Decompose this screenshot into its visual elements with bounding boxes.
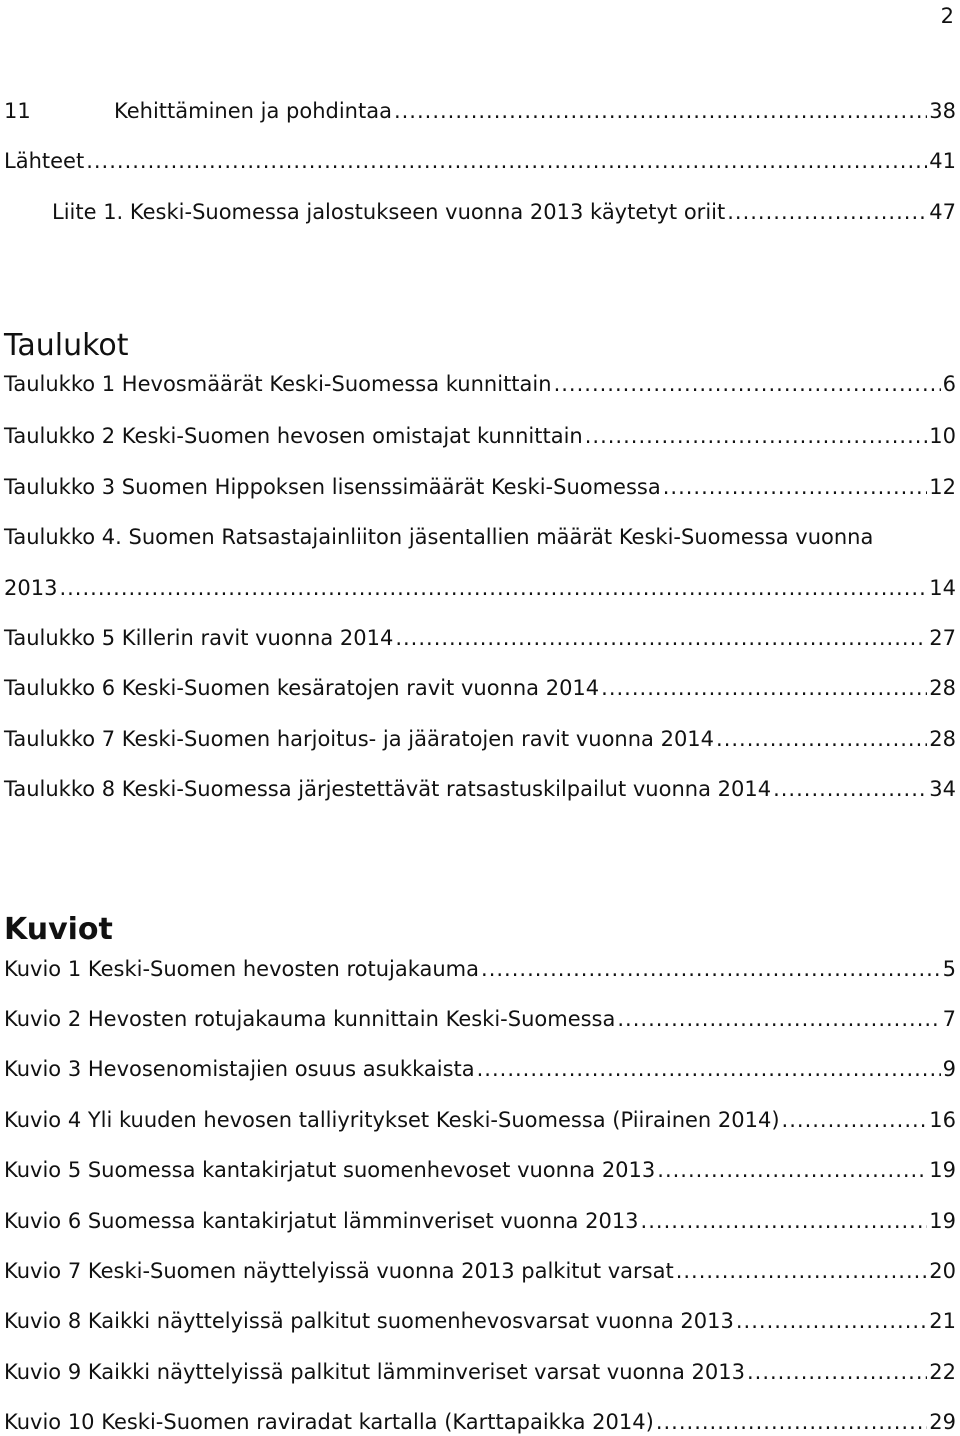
- dot-leader: [736, 1307, 927, 1335]
- dot-leader: [59, 574, 927, 602]
- toc-entry-title: Taulukko 1 Hevosmäärät Keski-Suomessa kunnittain: [4, 372, 552, 396]
- dot-leader: [617, 1005, 940, 1033]
- toc-entry-page: 38: [929, 99, 956, 123]
- dot-leader: [477, 1055, 941, 1083]
- toc-entry-title: Kuvio 8 Kaikki näyttelyissä palkitut suomenhevosvarsat vuonna 2013: [4, 1309, 734, 1333]
- toc-entry-page: 16: [929, 1108, 956, 1132]
- toc-entry-kuvio-1[interactable]: [4, 955, 956, 983]
- toc-entry-kuvio-4[interactable]: [4, 1106, 956, 1134]
- dot-leader: [394, 97, 927, 125]
- toc-entry-page: 27: [929, 626, 956, 650]
- toc-entry-taulukko-8[interactable]: [4, 775, 956, 803]
- dot-leader: [481, 955, 941, 983]
- toc-entry-kuvio-3[interactable]: [4, 1055, 956, 1083]
- toc-entry-title: 2013: [4, 576, 58, 600]
- toc-entry-page: 21: [929, 1309, 956, 1333]
- toc-entry-lahteet[interactable]: [4, 147, 956, 175]
- toc-entry-taulukko-3[interactable]: [4, 473, 956, 501]
- toc-entry-taulukko-7[interactable]: [4, 725, 956, 753]
- toc-entry-title: Taulukko 3 Suomen Hippoksen lisenssimäärät Keski-Suomessa: [4, 475, 661, 499]
- toc-entry-kuvio-10[interactable]: [4, 1408, 956, 1436]
- toc-entry-title: Kuvio 5 Suomessa kantakirjatut suomenhevoset vuonna 2013: [4, 1158, 656, 1182]
- toc-entry-text: [4, 97, 392, 125]
- toc-entry-taulukko-2[interactable]: [4, 422, 956, 450]
- toc-entry-title: Taulukko 7 Keski-Suomen harjoitus- ja jääratojen ravit vuonna 2014: [4, 727, 715, 751]
- dot-leader: [585, 422, 928, 450]
- toc-entry-page: 41: [929, 149, 956, 173]
- toc-entry-taulukko-5[interactable]: [4, 624, 956, 652]
- toc-entry-taulukko-4-line-2[interactable]: [4, 574, 956, 602]
- toc-entry-title: Kuvio 10 Keski-Suomen raviradat kartalla (Karttapaikka 2014): [4, 1410, 654, 1434]
- toc-entry-liite-1[interactable]: [52, 198, 956, 226]
- toc-entry-title: Kehittäminen ja pohdintaa: [114, 99, 392, 123]
- toc-entry-taulukko-1[interactable]: [4, 370, 956, 398]
- dot-leader: [663, 473, 928, 501]
- dot-leader: [747, 1358, 927, 1386]
- toc-entry-title: Kuvio 9 Kaikki näyttelyissä palkitut lämminveriset varsat vuonna 2013: [4, 1360, 745, 1384]
- toc-entry-page: 14: [929, 576, 956, 600]
- section-heading-kuviot: Kuviot: [4, 912, 113, 947]
- toc-entry-page: 34: [929, 777, 956, 801]
- dot-leader: [716, 725, 927, 753]
- toc-entry-page: 22: [929, 1360, 956, 1384]
- toc-entry-title: Kuvio 2 Hevosten rotujakauma kunnittain Keski-Suomessa: [4, 1007, 616, 1031]
- toc-entry-title: Kuvio 4 Yli kuuden hevosen talliyritykset Keski-Suomessa (Piirainen 2014): [4, 1108, 780, 1132]
- dot-leader: [782, 1106, 928, 1134]
- toc-entry-title: Kuvio 7 Keski-Suomen näyttelyissä vuonna 2013 palkitut varsat: [4, 1259, 674, 1283]
- dot-leader: [641, 1207, 928, 1235]
- dot-leader: [86, 147, 927, 175]
- page-number: 2: [940, 4, 954, 28]
- toc-entry-page: 20: [929, 1259, 956, 1283]
- toc-entry-page: 12: [929, 475, 956, 499]
- dot-leader: [676, 1257, 928, 1285]
- toc-entry-title: Taulukko 5 Killerin ravit vuonna 2014: [4, 626, 394, 650]
- toc-entry-kuvio-9[interactable]: [4, 1358, 956, 1386]
- toc-entry-kuvio-5[interactable]: [4, 1156, 956, 1184]
- toc-entry-title: Taulukko 6 Keski-Suomen kesäratojen ravit vuonna 2014: [4, 676, 600, 700]
- toc-entry-kuvio-7[interactable]: [4, 1257, 956, 1285]
- toc-entry-kuvio-6[interactable]: [4, 1207, 956, 1235]
- toc-entry-page: 47: [929, 200, 956, 224]
- toc-entry-page: 7: [942, 1007, 956, 1031]
- dot-leader: [773, 775, 927, 803]
- toc-entry-page: 6: [942, 372, 956, 396]
- dot-leader: [395, 624, 927, 652]
- dot-leader: [657, 1156, 927, 1184]
- toc-entry-title: Kuvio 3 Hevosenomistajien osuus asukkaista: [4, 1057, 475, 1081]
- toc-entry-page: 5: [942, 957, 956, 981]
- toc-entry-title: Taulukko 2 Keski-Suomen hevosen omistajat kunnittain: [4, 424, 583, 448]
- toc-entry-page: 19: [929, 1158, 956, 1182]
- toc-entry-page: 9: [942, 1057, 956, 1081]
- toc-entry-title: Lähteet: [4, 149, 85, 173]
- toc-entry-taulukko-6[interactable]: [4, 674, 956, 702]
- toc-entry-title: Taulukko 8 Keski-Suomessa järjestettävät ratsastuskilpailut vuonna 2014: [4, 777, 772, 801]
- toc-entry-kuvio-8[interactable]: [4, 1307, 956, 1335]
- toc-entry-page: 19: [929, 1209, 956, 1233]
- chapter-number: 11: [4, 99, 31, 123]
- toc-entry-kuvio-2[interactable]: [4, 1005, 956, 1033]
- section-heading-taulukot: Taulukot: [4, 328, 129, 363]
- dot-leader: [554, 370, 941, 398]
- toc-entry-title: Liite 1. Keski-Suomessa jalostukseen vuonna 2013 käytetyt oriit: [52, 200, 726, 224]
- toc-entry-page: 10: [929, 424, 956, 448]
- toc-entry-title: Kuvio 1 Keski-Suomen hevosten rotujakauma: [4, 957, 480, 981]
- toc-entry-chapter-11[interactable]: [4, 97, 956, 125]
- toc-entry-page: 28: [929, 676, 956, 700]
- dot-leader: [656, 1408, 927, 1436]
- toc-entry-taulukko-4-line-1[interactable]: Taulukko 4. Suomen Ratsastajainliiton jäsentallien määrät Keski-Suomessa vuonna: [4, 525, 874, 549]
- toc-entry-title: Kuvio 6 Suomessa kantakirjatut lämminveriset vuonna 2013: [4, 1209, 639, 1233]
- toc-entry-page: 28: [929, 727, 956, 751]
- toc-entry-page: 29: [929, 1410, 956, 1434]
- dot-leader: [727, 198, 927, 226]
- dot-leader: [601, 674, 927, 702]
